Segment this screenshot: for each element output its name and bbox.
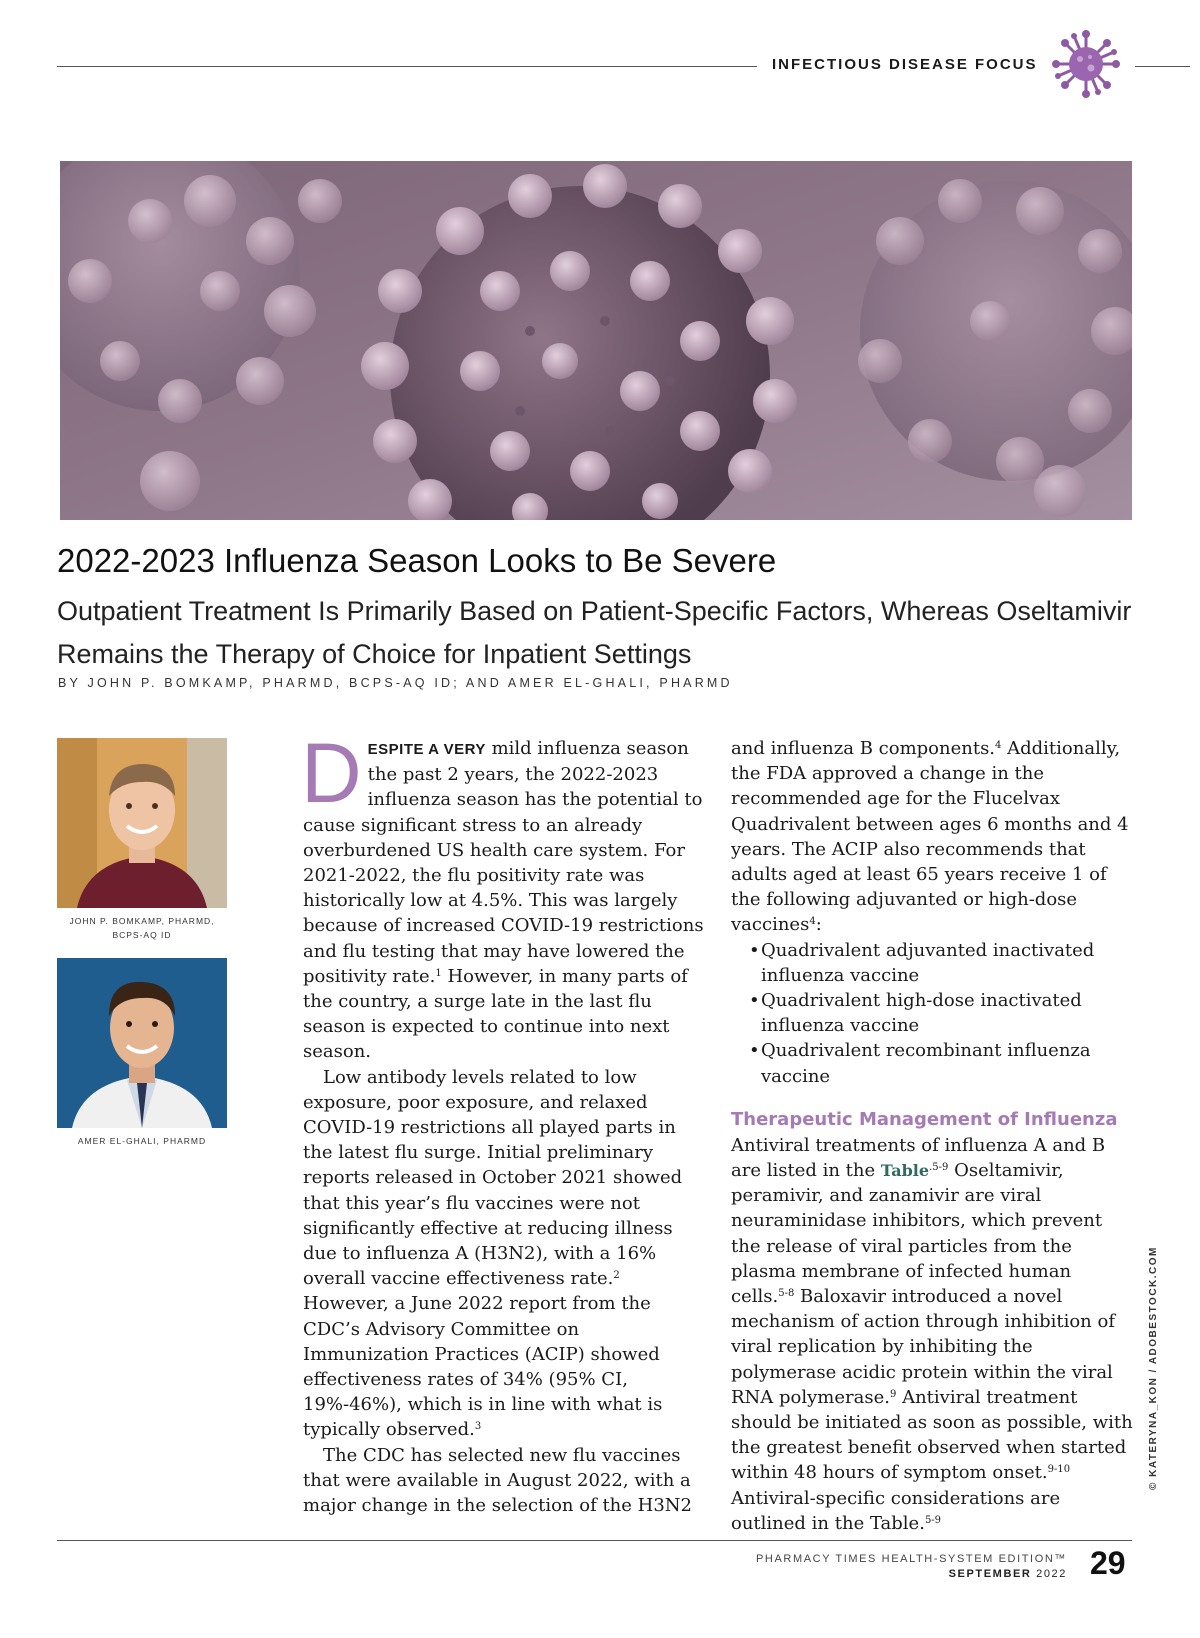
author-caption-bomkamp xyxy=(57,914,227,942)
reference: .5-9 xyxy=(929,1162,949,1174)
table-link[interactable]: Table xyxy=(880,1161,930,1181)
list-item: • Quadrivalent recombinant influenza vaccine xyxy=(749,1038,1133,1088)
reference: 4 xyxy=(995,740,1002,751)
virus-icon xyxy=(1050,28,1122,100)
author-photo-bomkamp xyxy=(57,738,227,908)
article-subtitle: Outpatient Treatment Is Primarily Based on Patient-Specific Factors, Whereas Oseltamivir Remains the Therapy of Choice for Inpatient Settings xyxy=(57,596,1132,669)
article-title: 2022-2023 Influenza Season Looks to Be Severe xyxy=(57,542,777,579)
text: : xyxy=(815,914,822,936)
caption-line: BCPS-AQ ID xyxy=(112,930,172,940)
image-credit: © KATERYNA_KON / ADOBESTOCK.COM xyxy=(1148,1246,1159,1490)
section-label: INFECTIOUS DISEASE FOCUS xyxy=(772,56,1038,73)
footer-date xyxy=(949,1568,1067,1580)
header-rule-right xyxy=(1135,66,1190,67)
reference: 1 xyxy=(435,967,442,979)
footer-year: 2022 xyxy=(1036,1568,1067,1580)
text: Oseltamivir, peramivir, and zanamivir are viral neuraminidase inhibitors, which prevent the release of viral particles from the plasma membrane of infected human cells. xyxy=(731,1160,1103,1308)
body-column-1 xyxy=(301,726,709,1518)
footer-publication: PHARMACY TIMES HEALTH-SYSTEM EDITION™ xyxy=(755,1553,1067,1565)
reference: 4 xyxy=(809,916,816,928)
text: mild influenza season the past 2 years, the 2022-2023 influenza season has the potential to cause significant stress to an already overburdened US health care system. For 2021-2022, the flu positivity rate was historically low at 4.5%. This was largely because of increased COVID-19 restrictions and flu testing that may have lowered the positivity rate. xyxy=(303,738,704,987)
text: Antiviral-specific considerations are outlined in the Table. xyxy=(731,1487,1061,1534)
author-photo-el-ghali xyxy=(57,958,227,1128)
vaccine-list xyxy=(731,938,1133,1089)
footer-rule xyxy=(57,1540,1132,1541)
header-rule-left xyxy=(57,66,757,67)
text: Antiviral treatment should be initiated as soon as possible, with the greatest benefit observed when started within 48 hours of symptom onset. xyxy=(731,1386,1133,1484)
text: and influenza B components. xyxy=(731,738,996,759)
footer-month: SEPTEMBER xyxy=(948,1568,1032,1580)
reference: 5-8 xyxy=(778,1288,795,1300)
text: Baloxavir introduced a novel mechanism of action through inhibition of viral replication by inhibiting the polymerase acidic protein within the viral RNA polymerase. xyxy=(731,1286,1115,1408)
list-item: • Quadrivalent adjuvanted inactivated influenza vaccine xyxy=(749,938,1133,988)
text: Low antibody levels related to low exposure, poor exposure, and relaxed COVID-19 restrictions all played parts in the latest flu surge. Initial preliminary reports released in October 2021 showed that this year’s flu vaccines were not significantly effective at reducing illness due to influenza A (H3N2), with a 16% overall vaccine effectiveness rate. xyxy=(303,1066,683,1290)
reference: 3 xyxy=(474,1421,482,1433)
drop-cap: D xyxy=(301,726,362,820)
reference: 2 xyxy=(613,1270,620,1282)
caption-line: JOHN P. BOMKAMP, PHARMD, xyxy=(69,916,215,926)
section-heading: Therapeutic Management of Influenza xyxy=(731,1108,1118,1130)
text: Additionally, the FDA approved a change in the recommended age for the Flucelvax Quadrivalent between ages 6 months and 4 years. The ACIP also recommends that adults aged at least 65 years receive 1 of the following adjuvanted or high-dose vaccines xyxy=(731,738,1129,936)
paragraph-4 xyxy=(731,736,1133,938)
text: Antiviral treatments of influenza A and B are listed in the xyxy=(731,1134,1106,1182)
paragraph-5 xyxy=(731,1133,1133,1536)
text: However, a June 2022 report from the CDC’s Advisory Committee on Immunization Practices (ACIP) showed effectiveness rates of 34% (95% CI, 19%-46%), which is in line with what is typically observed. xyxy=(303,1293,663,1441)
author-caption-el-ghali xyxy=(57,1134,227,1148)
list-item: • Quadrivalent high-dose inactivated influenza vaccine xyxy=(749,988,1133,1038)
reference: 9 xyxy=(889,1388,897,1400)
article-byline: BY JOHN P. BOMKAMP, PHARMD, BCPS-AQ ID; AND AMER EL-GHALI, PHARMD xyxy=(58,676,733,690)
text: However, in many parts of the country, a surge late in the last flu season is expected to continue into next season. xyxy=(303,965,688,1063)
page-number: 29 xyxy=(1090,1545,1126,1581)
hero-image-virus-particles xyxy=(60,161,1132,520)
reference: 9-10 xyxy=(1047,1464,1071,1476)
paragraph-3: The CDC has selected new flu vaccines that were available in August 2022, with a major change in the selection of the H3N2 xyxy=(303,1444,693,1517)
lead-in: ESPITE A VERY xyxy=(367,741,486,758)
paragraph-2 xyxy=(303,1065,709,1443)
body-column-2 xyxy=(731,736,1133,1536)
reference: 5-9 xyxy=(924,1514,942,1526)
paragraph-1 xyxy=(301,726,709,1065)
caption-line: AMER EL-GHALI, PHARMD xyxy=(77,1136,207,1146)
